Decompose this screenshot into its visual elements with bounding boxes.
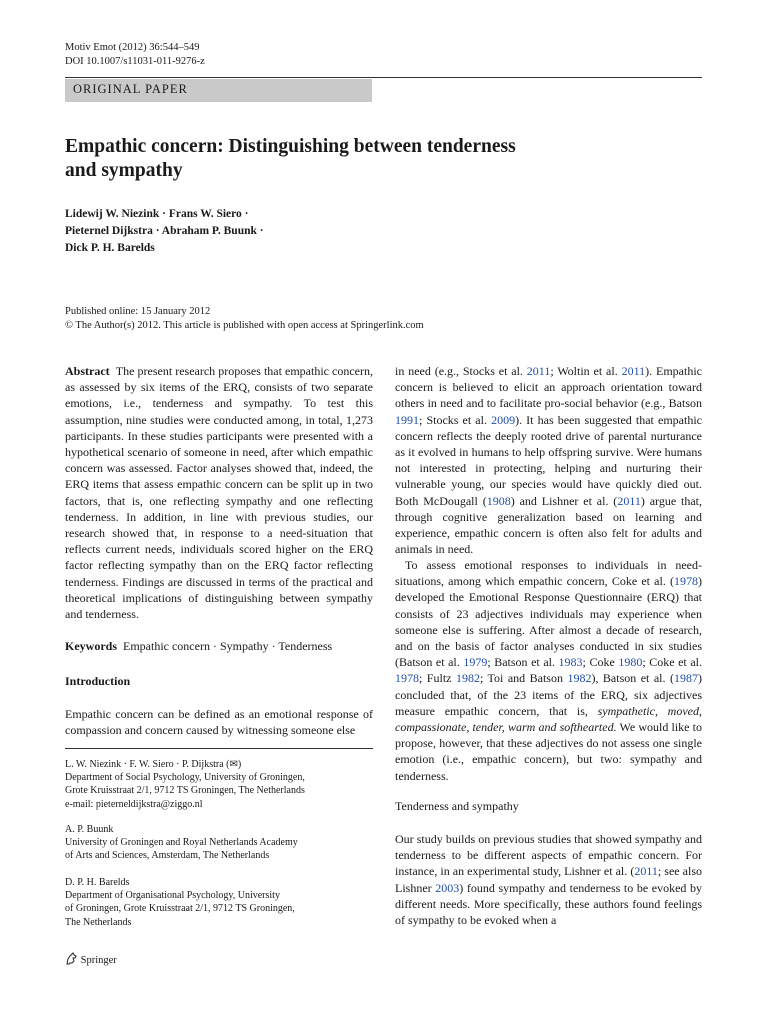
subheading-tenderness-sympathy: Tenderness and sympathy [395, 799, 519, 813]
springer-horse-icon [65, 952, 78, 965]
affiliation-3-line-2: of Groningen, Grote Kruisstraat 2/1, 9712 TS Groningen, [65, 903, 295, 915]
citation-link[interactable]: 2009 [491, 412, 516, 427]
abstract-text: The present research proposes that empathic concern, as assessed by six items of the ERQ, consists of two separate emotions, i.e., tenderness and sympathy. To test this assumption, nine studies were conducted among, in total, 1,273 participants. In these studies participants were presented with a hypothetical scenario of someone in need, after which empathic concern was assessed. Factor analyses showed that, indeed, the ERQ items that assess empathic concern can be split up in two factors, that is, one reflecting sympathy and one reflecting tenderness. In addition, in line with previous studies, our research showed that, in response to a need-situation that reflects current needs, individuals scored higher on the ERQ factor reflecting sympathy than on the ERQ factor reflecting tenderness. Findings are discussed in terms of the practical and theoretical implications of distinguishing between sympathy and tenderness. [65, 364, 374, 622]
header-rule [65, 77, 702, 78]
citation-link[interactable]: 2011 [526, 364, 551, 378]
title-line-2: and sympathy [65, 160, 183, 181]
affiliation-3-line-1: Department of Organisational Psychology, University [65, 890, 280, 902]
article-title [65, 135, 625, 183]
affiliation-1-line-1: Department of Social Psychology, University of Groningen, [65, 772, 305, 784]
citation-link[interactable]: 1987 [674, 671, 698, 686]
citation-link[interactable]: 1979 [463, 655, 488, 670]
citation-link[interactable]: 1991 [395, 412, 419, 427]
keywords-text: Empathic concern · Sympathy · Tenderness [123, 639, 333, 653]
article-type-label: ORIGINAL PAPER [73, 82, 188, 96]
author-list [65, 206, 264, 257]
keywords-label: Keywords [65, 639, 117, 653]
affiliation-1-line-2: Grote Kruisstraat 2/1, 9712 TS Groningen, The Netherlands [65, 785, 305, 797]
authors-line-3: Dick P. H. Barelds [65, 242, 155, 254]
article-type-banner [65, 79, 372, 102]
authors-line-2: Pieternel Dijkstra · Abraham P. Buunk · [65, 225, 264, 237]
right-column-paragraph-3: Our study builds on previous studies that showed sympathy and tenderness to be different aspects of empathic concern. For instance, in an experimental study, Lishner et al. (2011; see also Lishner 2003) found sympathy and tenderness to be evoked by different needs. More specifically, these authors found feelings of sympathy to be evoked when a [395, 832, 703, 928]
citation-link[interactable]: 1978 [395, 671, 419, 686]
citation-link[interactable]: 1982 [567, 671, 592, 686]
footnote-rule [65, 748, 373, 749]
doi-line: DOI 10.1007/s11031-011-9276-z [65, 56, 205, 67]
affiliation-2-names: A. P. Buunk [65, 824, 114, 835]
title-line-1: Empathic concern: Distinguishing between tenderness [65, 136, 516, 157]
abstract-label: Abstract [65, 364, 110, 378]
right-column-paragraph-2: To assess emotional responses to individuals in need-situations, among which empathic concern, Coke et al. (1978) developed the Emotional Response Questionnaire (ERQ) that consists of 23 adjectives individuals may experience when someone else is suffering. After almost a decade of research, and on the basis of factor analyses conducted in six studies (Batson et al. 1979; Batson et al. 1983; Coke 1980; Coke et al. 1978; Fultz 1982; Toi and Batson 1982), Batson et al. (1987) concluded that, of the 23 items of the ERQ, six adjectives measure empathic concern, that is, sympathetic, moved, compassionate, tender, warm and softhearted. We would like to propose, however, that these adjectives do not assess one single emotion (i.e., empathic concern), but two: sympathy and tenderness. [395, 558, 702, 783]
affiliation-2-line-1: University of Groningen and Royal Netherlands Academy [65, 837, 298, 849]
affiliation-3-line-3: The Netherlands [65, 916, 132, 928]
citation-link[interactable]: 2011 [621, 364, 646, 378]
published-date: Published online: 15 January 2012 [65, 306, 211, 317]
affiliation-2 [65, 823, 373, 863]
citation-link[interactable]: 1983 [558, 655, 583, 670]
journal-citation: Motiv Emot (2012) 36:544–549 [65, 42, 200, 53]
copyright-notice: © The Author(s) 2012. This article is published with open access at Springerlink.com [65, 320, 424, 331]
citation-link[interactable]: 2011 [634, 864, 658, 879]
introduction-heading: Introduction [65, 674, 131, 688]
right-column-paragraph-1: in need (e.g., Stocks et al. 2011; Woltin et al. 2011). Empathic concern is believed to elicit an approach orientation toward others in need and to facilitate pro-social behavior (e.g., Batson 1991; Stocks et al. 2009). It has been suggested that empathic concern reflects the deeply rooted drive of parental nurturance as it evolved in humans to help offspring survive. Were humans not interested in protecting, helping and nurturing their vulnerable young, our species would have quickly died out. Both McDougall (1908) and Lishner et al. (2011) argue that, through cognitive generalization based on learning and experience, empathic concern is often also felt for adults and animals in need. [395, 364, 703, 557]
keywords-block [65, 638, 373, 654]
affiliation-1-names: L. W. Niezink · F. W. Siero · P. Dijkstra (✉) [65, 759, 242, 770]
publisher-name: Springer [80, 955, 117, 966]
abstract-block [65, 363, 373, 622]
affiliation-3-names: D. P. H. Barelds [65, 877, 130, 888]
citation-link[interactable]: 2011 [617, 493, 641, 508]
affiliation-1-email[interactable]: e-mail: pieterneldijkstra@ziggo.nl [65, 798, 203, 810]
authors-line-1: Lidewij W. Niezink · Frans W. Siero · [65, 208, 249, 220]
citation-link[interactable]: 2003 [435, 880, 460, 895]
affiliation-3 [65, 876, 373, 929]
introduction-paragraph: Empathic concern can be defined as an emotional response of compassion and concern caused by witnessing someone else [65, 707, 373, 738]
introduction-text [65, 706, 373, 738]
affiliation-1 [65, 758, 373, 811]
publisher-footer [65, 952, 117, 966]
citation-link[interactable]: 1978 [674, 574, 698, 589]
affiliation-2-line-2: of Arts and Sciences, Amsterdam, The Netherlands [65, 850, 270, 862]
citation-link[interactable]: 1980 [618, 655, 643, 670]
citation-link[interactable]: 1982 [455, 671, 480, 686]
publication-info [65, 305, 424, 333]
citation-link[interactable]: 1908 [486, 493, 511, 508]
